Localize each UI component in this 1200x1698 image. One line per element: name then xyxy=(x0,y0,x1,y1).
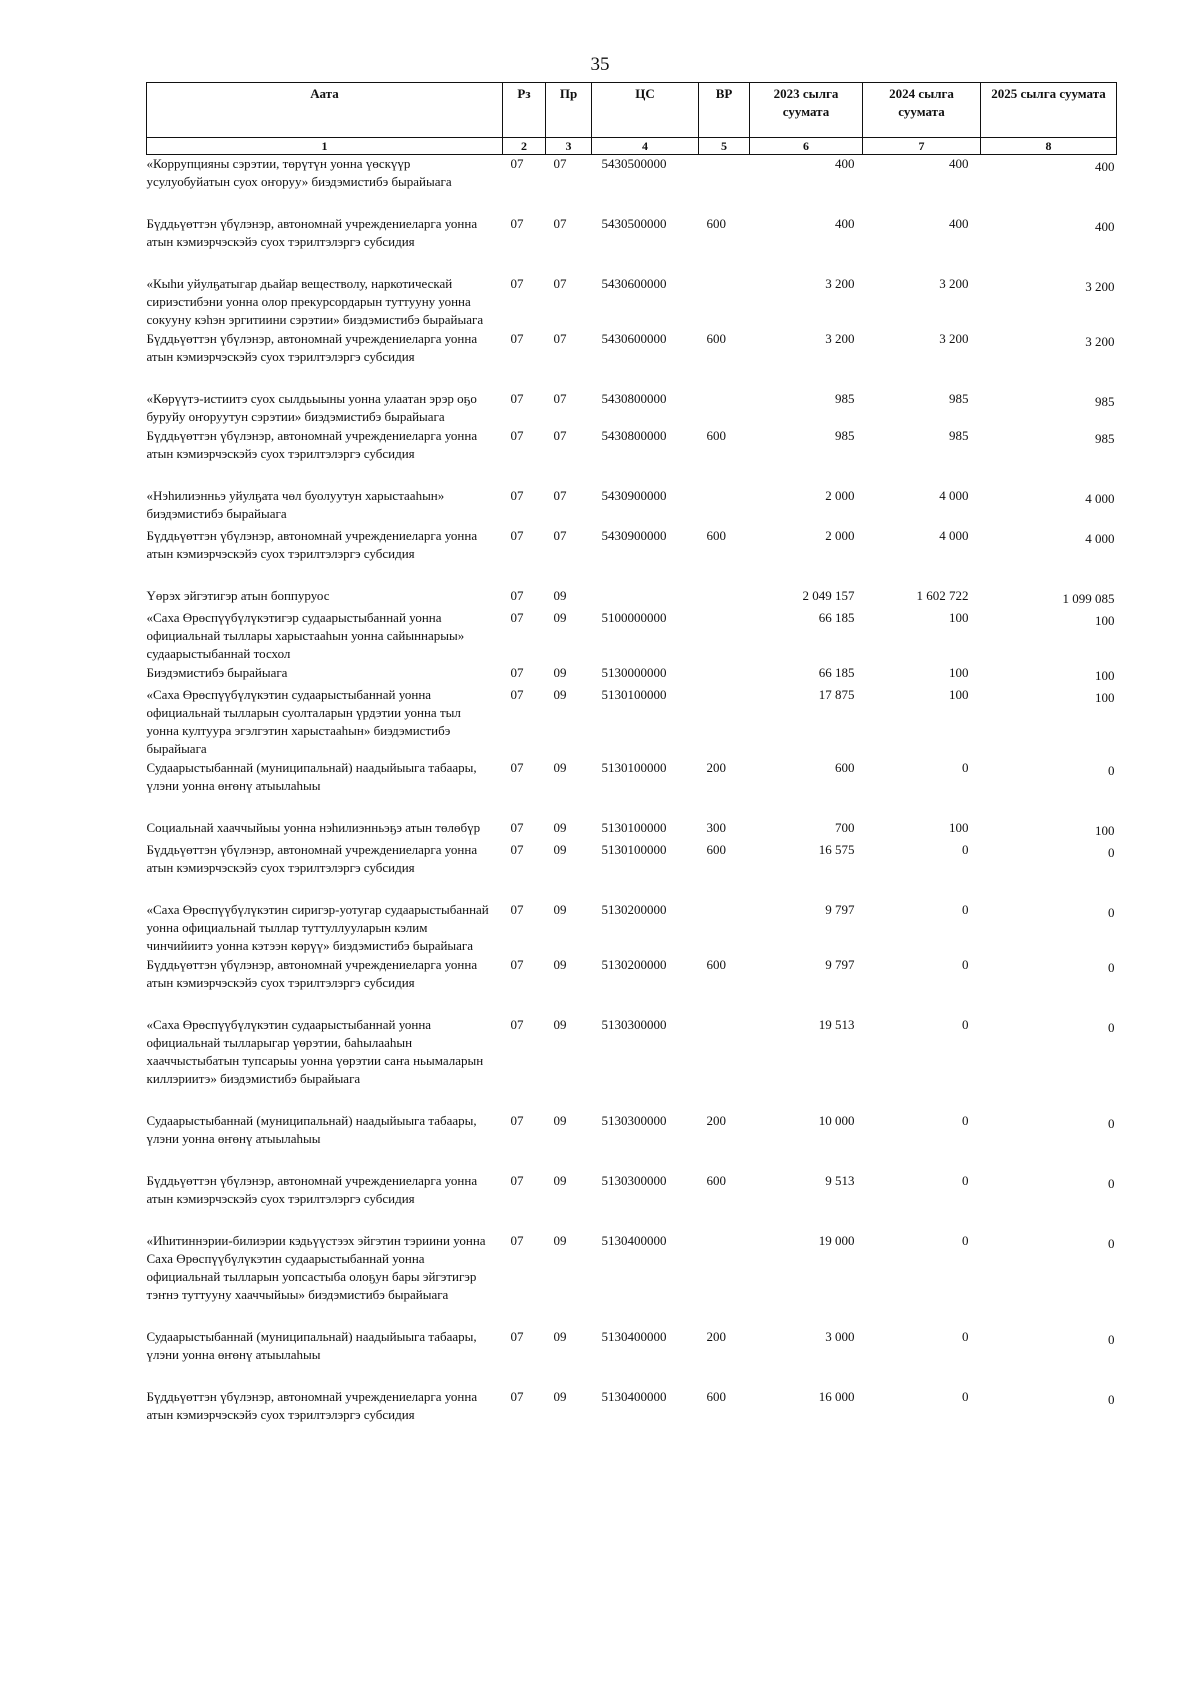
column-number: 5 xyxy=(699,138,750,155)
row-pr: 07 xyxy=(553,391,567,406)
row-amount-2023: 19 513 xyxy=(818,1017,855,1032)
row-amount-2023: 2 000 xyxy=(825,528,855,543)
row-pr: 07 xyxy=(553,331,567,346)
row-cs: 5130300000 xyxy=(601,1017,667,1032)
row-amount-2024: 0 xyxy=(962,1017,969,1032)
row-amount-2024: 0 xyxy=(962,760,969,775)
row-cs: 5130300000 xyxy=(601,1173,667,1188)
row-amount-2025: 0 xyxy=(1108,1020,1115,1035)
row-vr xyxy=(699,487,750,527)
row-name: «Нэһилиэнньэ уйулҕата чөл буолуутун харыстааһын» биэдэмистибэ бырайыага xyxy=(146,488,445,521)
row-amount-2024: 3 200 xyxy=(939,331,969,346)
row-rz: 07 xyxy=(510,391,524,406)
row-amount-2025: 0 xyxy=(1108,1176,1115,1191)
row-rz: 07 xyxy=(510,687,524,702)
row-name: Бүддьүөттэн үбүлэнэр, автономнай учреждениеларга уонна атын кэмиэрчэскэйэ суох тэрилтэлэргэ субсидия xyxy=(146,957,478,990)
row-amount-2025: 400 xyxy=(1095,219,1115,234)
row-amount-2025: 400 xyxy=(1095,159,1115,174)
row-pr: 09 xyxy=(553,610,567,625)
header-year-2024: 2024 сылга суумата xyxy=(863,83,981,138)
column-number-row xyxy=(147,138,1117,155)
row-pr: 09 xyxy=(553,957,567,972)
column-number: 2 xyxy=(503,138,546,155)
row-cs: 5130300000 xyxy=(601,1113,667,1128)
row-name: Бүддьүөттэн үбүлэнэр, автономнай учреждениеларга уонна атын кэмиэрчэскэйэ суох тэрилтэлэргэ субсидия xyxy=(146,842,478,875)
row-pr: 09 xyxy=(553,1113,567,1128)
row-vr: 600 xyxy=(706,428,726,443)
row-pr: 07 xyxy=(553,216,567,231)
row-pr: 09 xyxy=(553,1233,567,1248)
row-pr: 07 xyxy=(553,276,567,291)
row-amount-2024: 3 200 xyxy=(939,276,969,291)
row-amount-2023: 10 000 xyxy=(818,1113,855,1128)
row-cs: 5130100000 xyxy=(601,687,667,702)
row-vr xyxy=(699,1232,750,1328)
row-vr xyxy=(699,390,750,427)
row-name: Бүддьүөттэн үбүлэнэр, автономнай учреждениеларга уонна атын кэмиэрчэскэйэ суох тэрилтэлэргэ субсидия xyxy=(146,331,478,364)
table-row xyxy=(147,901,1117,956)
header-cs: ЦС xyxy=(592,83,699,138)
row-amount-2025: 985 xyxy=(1095,431,1115,446)
row-cs: 5130400000 xyxy=(601,1389,667,1404)
row-amount-2025: 0 xyxy=(1108,1332,1115,1347)
table-row xyxy=(147,759,1117,819)
table-row xyxy=(147,427,1117,487)
row-name: «Саха Өрөспүүбүлүкэтин судаарыстыбаннай уонна официальнай тылларын суолталарын үрдэтии уонна тыл уонна култуура эгэлгэтин харыстааһын» биэдэмистибэ бырайыага xyxy=(146,687,461,756)
row-pr: 09 xyxy=(553,588,567,603)
column-number: 1 xyxy=(147,138,503,155)
row-name: «Саха Өрөспүүбүлүкэтин сиригэр-уотугар судаарыстыбаннай уонна официальнай тыллар туттуллууларын кэлим чинчийиитэ уонна кэтээн көрүү» биэдэмистибэ бырайыага xyxy=(146,902,489,953)
row-amount-2024: 0 xyxy=(962,1329,969,1344)
column-number: 6 xyxy=(750,138,863,155)
row-amount-2024: 0 xyxy=(962,842,969,857)
table-row xyxy=(147,819,1117,841)
row-amount-2025: 0 xyxy=(1108,960,1115,975)
row-amount-2023: 16 575 xyxy=(818,842,855,857)
row-cs: 5130400000 xyxy=(601,1233,667,1248)
row-rz: 07 xyxy=(510,216,524,231)
row-amount-2024: 0 xyxy=(962,1173,969,1188)
table-row xyxy=(147,487,1117,527)
row-cs: 5100000000 xyxy=(601,610,667,625)
row-amount-2024: 1 602 722 xyxy=(916,588,969,603)
row-rz: 07 xyxy=(510,1389,524,1404)
row-amount-2023: 17 875 xyxy=(818,687,855,702)
row-pr: 07 xyxy=(553,528,567,543)
row-rz: 07 xyxy=(510,528,524,543)
row-amount-2024: 100 xyxy=(949,820,969,835)
row-amount-2023: 3 200 xyxy=(825,331,855,346)
column-number: 4 xyxy=(592,138,699,155)
row-cs: 5430500000 xyxy=(601,156,667,171)
row-rz: 07 xyxy=(510,957,524,972)
row-amount-2025: 1 099 085 xyxy=(1062,591,1115,606)
row-vr: 200 xyxy=(706,1329,726,1344)
row-vr xyxy=(699,587,750,609)
row-amount-2023: 400 xyxy=(835,156,855,171)
row-amount-2024: 100 xyxy=(949,665,969,680)
row-rz: 07 xyxy=(510,1173,524,1188)
row-name: «Коррупцияны сэрэтии, төрүтүн уонна үөскүүр усулуобуйатын суох оҥоруу» биэдэмистибэ бырайыага xyxy=(146,156,452,189)
row-name: «Саха Өрөспүүбүлүкэтигэр судаарыстыбаннай уонна официальнай тыллары харыстааһын уонна сайыннарыы» судаарыстыбаннай тосхол xyxy=(146,610,465,661)
header-vr: ВР xyxy=(699,83,750,138)
row-amount-2024: 0 xyxy=(962,1113,969,1128)
row-cs xyxy=(592,587,699,609)
row-cs: 5130000000 xyxy=(601,665,667,680)
table-row xyxy=(147,956,1117,1016)
row-vr: 200 xyxy=(706,760,726,775)
row-vr xyxy=(699,275,750,330)
row-rz: 07 xyxy=(510,820,524,835)
row-vr: 600 xyxy=(706,957,726,972)
row-cs: 5130200000 xyxy=(601,957,667,972)
row-cs: 5130100000 xyxy=(601,820,667,835)
row-vr: 600 xyxy=(706,528,726,543)
row-name: «Көрүүтэ-истиитэ суох сылдьыыны уонна улаатан эрэр оҕо буруйу оҥоруутун сэрэтии» биэдэмистибэ бырайыага xyxy=(146,391,477,424)
table-header xyxy=(147,83,1117,155)
row-name: Биэдэмистибэ бырайыага xyxy=(146,665,288,680)
row-amount-2024: 985 xyxy=(949,428,969,443)
row-vr xyxy=(699,901,750,956)
row-rz: 07 xyxy=(510,588,524,603)
row-pr: 09 xyxy=(553,1389,567,1404)
column-number: 8 xyxy=(981,138,1117,155)
row-vr: 200 xyxy=(706,1113,726,1128)
row-rz: 07 xyxy=(510,902,524,917)
row-amount-2023: 700 xyxy=(835,820,855,835)
row-rz: 07 xyxy=(510,842,524,857)
row-pr: 09 xyxy=(553,1173,567,1188)
row-vr xyxy=(699,609,750,664)
table-row xyxy=(147,609,1117,664)
row-rz: 07 xyxy=(510,1017,524,1032)
row-amount-2024: 0 xyxy=(962,1233,969,1248)
row-amount-2023: 66 185 xyxy=(818,665,855,680)
row-cs: 5430800000 xyxy=(601,391,667,406)
table-row xyxy=(147,1388,1117,1425)
row-pr: 07 xyxy=(553,428,567,443)
table-row xyxy=(147,686,1117,759)
row-rz: 07 xyxy=(510,428,524,443)
row-amount-2024: 985 xyxy=(949,391,969,406)
row-vr xyxy=(699,664,750,686)
row-amount-2024: 100 xyxy=(949,610,969,625)
row-amount-2023: 66 185 xyxy=(818,610,855,625)
row-amount-2025: 0 xyxy=(1108,1116,1115,1131)
row-vr xyxy=(699,1016,750,1112)
row-vr: 600 xyxy=(706,1173,726,1188)
row-amount-2025: 0 xyxy=(1108,1392,1115,1407)
row-amount-2023: 16 000 xyxy=(818,1389,855,1404)
row-pr: 09 xyxy=(553,1017,567,1032)
row-amount-2023: 9 513 xyxy=(825,1173,855,1188)
row-rz: 07 xyxy=(510,610,524,625)
row-amount-2025: 985 xyxy=(1095,394,1115,409)
header-year-2023: 2023 сылга суумата xyxy=(750,83,863,138)
row-amount-2023: 3 200 xyxy=(825,276,855,291)
row-amount-2025: 3 200 xyxy=(1085,334,1115,349)
row-cs: 5430600000 xyxy=(601,276,667,291)
row-name: Социальнай хааччыйыы уонна нэһилиэнньэҕэ атын төлөбүр xyxy=(146,820,481,835)
row-amount-2023: 985 xyxy=(835,391,855,406)
row-vr: 600 xyxy=(706,331,726,346)
row-rz: 07 xyxy=(510,276,524,291)
row-cs: 5130400000 xyxy=(601,1329,667,1344)
row-pr: 09 xyxy=(553,665,567,680)
table-row xyxy=(147,330,1117,390)
row-amount-2023: 2 049 157 xyxy=(802,588,855,603)
row-amount-2023: 9 797 xyxy=(825,957,855,972)
row-amount-2024: 100 xyxy=(949,687,969,702)
row-name: «Саха Өрөспүүбүлүкэтин судаарыстыбаннай уонна официальнай тылларыгар үөрэтии, баһылааһын хааччыстыбатын тупсарыы уонна үөрэтии саҥа ньымаларын киллэриитэ» биэдэмистибэ бырайыага xyxy=(146,1017,484,1086)
row-amount-2023: 600 xyxy=(835,760,855,775)
row-amount-2023: 9 797 xyxy=(825,902,855,917)
row-name: Судаарыстыбаннай (муниципальнай) наадыйыыга табаары, үлэни уонна өҥөнү атыылаһыы xyxy=(146,1113,477,1146)
table-row xyxy=(147,587,1117,609)
row-rz: 07 xyxy=(510,1113,524,1128)
row-cs: 5430900000 xyxy=(601,528,667,543)
row-amount-2023: 400 xyxy=(835,216,855,231)
row-amount-2025: 4 000 xyxy=(1085,531,1115,546)
row-pr: 09 xyxy=(553,902,567,917)
row-vr: 600 xyxy=(706,842,726,857)
row-cs: 5430800000 xyxy=(601,428,667,443)
header-pr: Пр xyxy=(546,83,592,138)
row-cs: 5430600000 xyxy=(601,331,667,346)
row-rz: 07 xyxy=(510,156,524,171)
row-vr xyxy=(699,155,750,216)
row-amount-2025: 0 xyxy=(1108,1236,1115,1251)
row-cs: 5130100000 xyxy=(601,760,667,775)
table-row xyxy=(147,390,1117,427)
table-row xyxy=(147,527,1117,587)
table-row xyxy=(147,275,1117,330)
table-row xyxy=(147,1172,1117,1232)
row-pr: 09 xyxy=(553,842,567,857)
row-amount-2025: 0 xyxy=(1108,905,1115,920)
row-pr: 09 xyxy=(553,820,567,835)
row-amount-2025: 100 xyxy=(1095,823,1115,838)
row-rz: 07 xyxy=(510,1233,524,1248)
table-row xyxy=(147,155,1117,216)
row-pr: 09 xyxy=(553,687,567,702)
row-amount-2024: 400 xyxy=(949,216,969,231)
row-amount-2024: 0 xyxy=(962,1389,969,1404)
table-row xyxy=(147,1328,1117,1388)
row-rz: 07 xyxy=(510,488,524,503)
row-name: Бүддьүөттэн үбүлэнэр, автономнай учреждениеларга уонна атын кэмиэрчэскэйэ суох тэрилтэлэргэ субсидия xyxy=(146,1389,478,1422)
row-name: Судаарыстыбаннай (муниципальнай) наадыйыыга табаары, үлэни уонна өҥөнү атыылаһыы xyxy=(146,760,477,793)
row-name: Бүддьүөттэн үбүлэнэр, автономнай учреждениеларга уонна атын кэмиэрчэскэйэ суох тэрилтэлэргэ субсидия xyxy=(146,1173,478,1206)
row-pr: 07 xyxy=(553,156,567,171)
table-body xyxy=(147,155,1117,1426)
row-pr: 07 xyxy=(553,488,567,503)
header-year-2025: 2025 сылга суумата xyxy=(981,83,1117,138)
column-number: 7 xyxy=(863,138,981,155)
row-vr: 300 xyxy=(706,820,726,835)
table-row xyxy=(147,841,1117,901)
row-name: Бүддьүөттэн үбүлэнэр, автономнай учреждениеларга уонна атын кэмиэрчэскэйэ суох тэрилтэлэргэ субсидия xyxy=(146,216,478,249)
row-amount-2025: 3 200 xyxy=(1085,279,1115,294)
row-name: Бүддьүөттэн үбүлэнэр, автономнай учреждениеларга уонна атын кэмиэрчэскэйэ суох тэрилтэлэргэ субсидия xyxy=(146,528,478,561)
header-name: Аата xyxy=(147,83,503,138)
row-amount-2024: 4 000 xyxy=(939,488,969,503)
row-rz: 07 xyxy=(510,760,524,775)
table-row xyxy=(147,215,1117,275)
row-amount-2023: 19 000 xyxy=(818,1233,855,1248)
row-name: «Иһитиннэрии-билиэрии кэдьүүстээх эйгэтин тэриини уонна Саха Өрөспүүбүлүкэтин судаарыстыбаннай уонна официальнай тылларын уопсастыба олоҕун бары эйгэтигэр тэҥнэ туттууну хааччыйыы» биэдэмистибэ бырайыага xyxy=(146,1233,486,1302)
row-vr: 600 xyxy=(706,216,726,231)
row-amount-2025: 100 xyxy=(1095,690,1115,705)
header-rz: Рз xyxy=(503,83,546,138)
row-rz: 07 xyxy=(510,665,524,680)
row-cs: 5130100000 xyxy=(601,842,667,857)
row-amount-2025: 4 000 xyxy=(1085,491,1115,506)
page-number: 35 xyxy=(590,54,610,75)
row-rz: 07 xyxy=(510,331,524,346)
row-amount-2025: 100 xyxy=(1095,668,1115,683)
row-amount-2025: 100 xyxy=(1095,613,1115,628)
row-pr: 09 xyxy=(553,1329,567,1344)
budget-table xyxy=(146,82,1117,1425)
row-amount-2023: 2 000 xyxy=(825,488,855,503)
row-cs: 5430500000 xyxy=(601,216,667,231)
table-row xyxy=(147,1016,1117,1112)
row-cs: 5130200000 xyxy=(601,902,667,917)
row-amount-2025: 0 xyxy=(1108,845,1115,860)
row-name: Судаарыстыбаннай (муниципальнай) наадыйыыга табаары, үлэни уонна өҥөнү атыылаһыы xyxy=(146,1329,477,1362)
row-amount-2024: 0 xyxy=(962,957,969,972)
row-name: «Кыһи уйулҕатыгар дьайар веществолу, наркотическай сириэстибэни уонна олор прекурсордарын туттууну уонна сокууну кэһэн эргитиини сэрэтии» биэдэмистибэ бырайыага xyxy=(146,276,484,327)
row-name: Бүддьүөттэн үбүлэнэр, автономнай учреждениеларга уонна атын кэмиэрчэскэйэ суох тэрилтэлэргэ субсидия xyxy=(146,428,478,461)
table-row xyxy=(147,664,1117,686)
row-vr xyxy=(699,686,750,759)
row-vr: 600 xyxy=(706,1389,726,1404)
row-name: Үөрэх эйгэтигэр атын боппуруос xyxy=(146,588,330,603)
column-number: 3 xyxy=(546,138,592,155)
row-amount-2024: 4 000 xyxy=(939,528,969,543)
row-rz: 07 xyxy=(510,1329,524,1344)
table-row xyxy=(147,1232,1117,1328)
table-row xyxy=(147,1112,1117,1172)
row-pr: 09 xyxy=(553,760,567,775)
row-amount-2024: 400 xyxy=(949,156,969,171)
row-amount-2025: 0 xyxy=(1108,763,1115,778)
row-amount-2023: 3 000 xyxy=(825,1329,855,1344)
row-amount-2024: 0 xyxy=(962,902,969,917)
row-amount-2023: 985 xyxy=(835,428,855,443)
row-cs: 5430900000 xyxy=(601,488,667,503)
